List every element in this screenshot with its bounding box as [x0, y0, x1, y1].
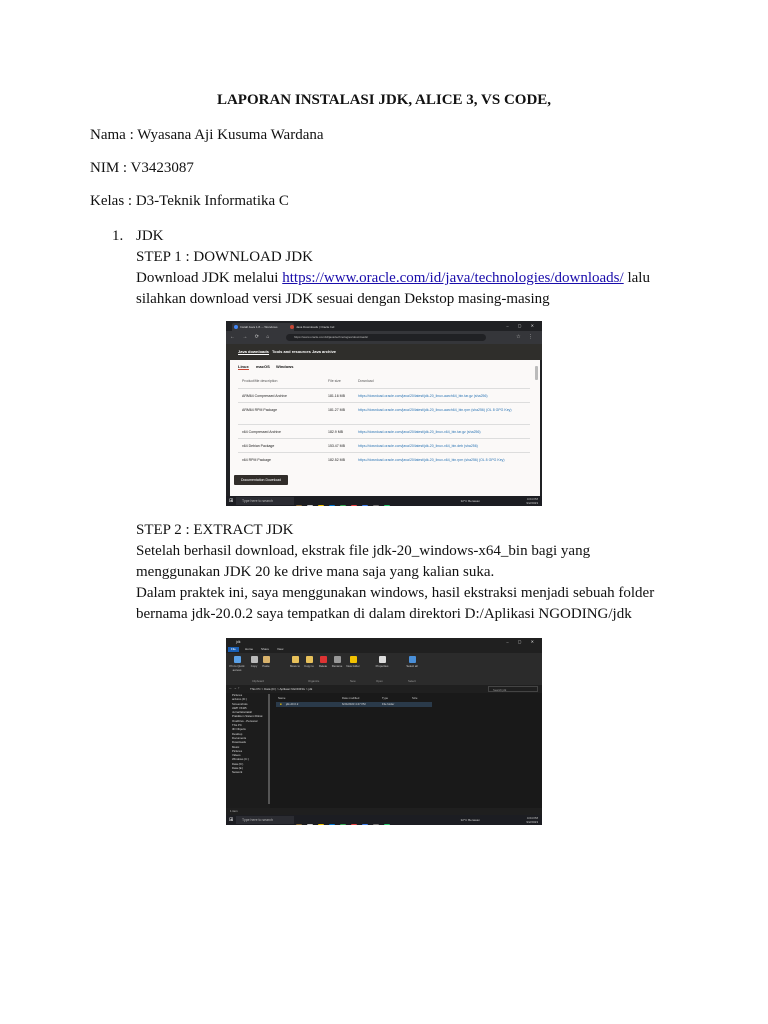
- system-clock[interactable]: [526, 497, 538, 505]
- nav-item[interactable]: Windows (C:): [232, 757, 249, 762]
- nav-item[interactable]: This PC: [232, 723, 242, 728]
- pin-icon: [234, 656, 241, 663]
- weather-widget[interactable]: 32°C Berawan: [460, 818, 480, 822]
- student-class: Kelas : D3-Teknik Informatika C: [90, 193, 289, 209]
- nav-item[interactable]: Data (E:): [232, 766, 244, 771]
- explorer-screenshot: [226, 638, 542, 825]
- nav-item[interactable]: Screenshots: [232, 701, 248, 706]
- taskbar: [226, 815, 542, 825]
- taskbar-apps: [296, 817, 395, 825]
- properties-button[interactable]: [374, 656, 390, 668]
- navigation-pane: [226, 693, 270, 808]
- row-desc: x64 Compressed Archive: [242, 430, 281, 434]
- nav-item[interactable]: Jurnal Ekstrakkl: [232, 710, 252, 715]
- taskbar-search[interactable]: Type here to search: [236, 816, 294, 824]
- step1-text: [136, 268, 676, 289]
- taskbar-app-icon[interactable]: [307, 505, 313, 506]
- rename-icon: [334, 656, 341, 663]
- scrollbar[interactable]: [268, 694, 270, 804]
- list-item[interactable]: [276, 702, 432, 707]
- tab-favicon-icon: [234, 325, 238, 329]
- ribbon-label: Pin to Quick access: [229, 664, 245, 672]
- section-heading: JDK: [136, 228, 164, 244]
- select-all-button[interactable]: [404, 656, 420, 668]
- clock-date: 9/2/2023: [526, 820, 538, 824]
- report-title: LAPORAN INSTALASI JDK, ALICE 3, VS CODE,: [216, 92, 552, 108]
- ribbon-label: Copy to: [304, 664, 314, 668]
- menu-java-downloads[interactable]: Java downloads: [238, 349, 269, 354]
- select-all-icon: [409, 656, 416, 663]
- step1-suffix: lalu: [623, 270, 650, 286]
- window-controls-icon[interactable]: – ▢ ✕: [506, 639, 538, 644]
- tab-label: Java Downloads | Oracle Ind: [296, 325, 335, 329]
- taskbar-app-icon[interactable]: [296, 824, 302, 825]
- col-header-download: Download: [358, 379, 374, 383]
- taskbar-app-icon[interactable]: [373, 505, 379, 506]
- tab-linux[interactable]: Linux: [238, 364, 249, 369]
- tab-share[interactable]: Share: [261, 647, 270, 651]
- tab-view[interactable]: View: [277, 647, 284, 651]
- nav-item[interactable]: Network: [232, 770, 243, 775]
- group-label: New: [350, 679, 356, 683]
- list-number: 1.: [112, 228, 124, 244]
- col-header-name[interactable]: Name: [278, 696, 286, 700]
- ribbon-label: Rename: [331, 664, 343, 668]
- row-download-link[interactable]: https://download.oracle.com/java/20/latest/jdk-20_linux-x64_bin.tar.gz (sha256): [358, 430, 481, 434]
- col-header-date[interactable]: Date modified: [342, 696, 360, 700]
- browser-tab[interactable]: [288, 323, 352, 331]
- section-jdk-step1: [136, 226, 676, 310]
- clock-time: 4:04 PM: [526, 816, 538, 820]
- downloads-panel: [230, 360, 540, 496]
- nav-item[interactable]: Praktikum Sistemi Dikrat: [232, 714, 263, 719]
- row-desc: x64 Debian Package: [242, 444, 275, 448]
- row-download-link[interactable]: https://download.oracle.com/java/20/latest/jdk-20_linux-x64_bin.rpm (sha256) (OL 8 GPG Key): [358, 458, 505, 462]
- window-controls-icon[interactable]: – ▢ ✕: [506, 323, 538, 328]
- chrome-icon[interactable]: [362, 824, 368, 825]
- folder-icon: ■: [280, 702, 282, 706]
- menu-java-archive[interactable]: Java archive: [312, 349, 337, 354]
- taskbar-app-icon[interactable]: [351, 505, 357, 506]
- folder-icon[interactable]: [318, 505, 324, 506]
- status-bar: 1 item: [226, 808, 542, 815]
- step1-prefix: Download JDK melalui: [136, 270, 283, 286]
- documentation-download-button[interactable]: Documentation Download: [234, 475, 288, 485]
- nav-item[interactable]: Videos: [232, 753, 241, 758]
- paste-button[interactable]: [260, 656, 272, 668]
- ribbon-label: New folder: [346, 664, 360, 668]
- oracle-subnav: [226, 344, 542, 360]
- scrollbar[interactable]: [535, 366, 538, 380]
- explorer-title: jdk: [226, 638, 542, 646]
- ribbon-label: Copy: [250, 664, 258, 668]
- taskbar: [226, 496, 542, 506]
- browser-actions-icon[interactable]: ☆ ⋮: [516, 334, 536, 340]
- file-date: 6/24/2023 4:47 PM: [342, 702, 366, 706]
- row-size: 181.27 MB: [328, 408, 345, 412]
- menu-tools-resources[interactable]: Tools and resources: [272, 349, 311, 354]
- row-download-link[interactable]: https://download.oracle.com/java/20/latest/jdk-20_linux-x64_bin.deb (sha256): [358, 444, 478, 448]
- nav-arrows-icon[interactable]: ← → ⟳ ⌂: [230, 334, 273, 340]
- col-header-type[interactable]: Type: [382, 696, 389, 700]
- step2-line4: bernama jdk-20.0.2 saya tempatkan di dalam direktori D:/Aplikasi NGODING/jdk: [136, 606, 632, 622]
- new-folder-button[interactable]: [346, 656, 360, 668]
- ribbon-label: Delete: [318, 664, 328, 668]
- file-type: File folder: [382, 702, 395, 706]
- row-size: 182.9 MB: [328, 430, 343, 434]
- folder-icon[interactable]: [318, 824, 324, 825]
- row-size: 153.47 MB: [328, 444, 345, 448]
- table-row: [238, 438, 530, 453]
- ribbon-label: Move to: [290, 664, 300, 668]
- group-label: Open: [376, 679, 383, 683]
- properties-icon: [379, 656, 386, 663]
- oracle-download-link[interactable]: https://www.oracle.com/id/java/technologies/downloads/: [282, 270, 624, 286]
- nav-item[interactable]: Music: [232, 744, 240, 749]
- move-icon: [292, 656, 299, 663]
- ribbon-label: Properties: [375, 664, 389, 668]
- taskbar-app-icon[interactable]: [351, 824, 357, 825]
- address-bar-row: [226, 331, 542, 344]
- taskbar-app-icon[interactable]: [329, 824, 335, 825]
- tab-favicon-icon: [290, 325, 294, 329]
- student-nim: NIM : V3423087: [90, 160, 194, 176]
- step1-text-line2: silahkan download versi JDK sesuai dengan Dekstop masing-masing: [136, 291, 550, 307]
- taskbar-app-icon[interactable]: [329, 505, 335, 506]
- address-row: [226, 685, 542, 693]
- step2-line1: Setelah berhasil download, ekstrak file jdk-20_windows-x64_bin bagi yang: [136, 543, 591, 559]
- nav-arrows-icon[interactable]: ← → ↑: [229, 686, 240, 690]
- col-header-size[interactable]: Size: [412, 696, 418, 700]
- chrome-icon[interactable]: [362, 505, 368, 506]
- nav-item[interactable]: arduino (D:): [232, 697, 247, 702]
- nav-item[interactable]: OneDrive - Personal: [232, 718, 258, 723]
- step2-line2: menggunakan JDK 20 ke drive mana saja yang kalian suka.: [136, 564, 495, 580]
- pin-quick-access-button[interactable]: [228, 656, 246, 672]
- weather-widget[interactable]: 32°C Berawan: [460, 499, 480, 503]
- taskbar-app-icon[interactable]: [340, 505, 346, 506]
- breadcrumb[interactable]: This PC > Data (D:) > Aplikasi NGODING > jdk: [250, 687, 313, 691]
- group-label: Clipboard: [252, 679, 264, 683]
- table-row: [238, 388, 530, 403]
- nav-item[interactable]: Desktop: [232, 731, 243, 736]
- nav-item[interactable]: Documents: [232, 735, 247, 740]
- windows-start-icon[interactable]: ⊞: [229, 498, 234, 504]
- tab-label: Install Java 1.8...- Wondows: [240, 325, 278, 329]
- tab-file[interactable]: File: [228, 647, 239, 652]
- clock-date: 9/2/2023: [526, 501, 538, 505]
- tab-windows[interactable]: Windows: [276, 364, 294, 369]
- copy-to-button[interactable]: [302, 656, 316, 668]
- tab-macos[interactable]: macOS: [256, 364, 270, 369]
- ribbon: [226, 653, 542, 686]
- row-desc: ARM64 Compressed Archive: [242, 394, 287, 398]
- search-input[interactable]: Search jdk: [488, 686, 538, 692]
- clock-time: 4:04 PM: [526, 497, 538, 501]
- taskbar-app-icon[interactable]: [296, 505, 302, 506]
- taskbar-app-icon[interactable]: [384, 505, 390, 506]
- tab-home[interactable]: Home: [245, 647, 254, 651]
- delete-button[interactable]: [316, 656, 330, 668]
- taskbar-app-icon[interactable]: [384, 824, 390, 825]
- file-list: [272, 693, 542, 808]
- step2-title: STEP 2 : EXTRACT JDK: [136, 522, 294, 538]
- rename-button[interactable]: [330, 656, 344, 668]
- nav-item[interactable]: 3D Objects: [232, 727, 246, 732]
- taskbar-apps: [296, 498, 395, 506]
- ribbon-tabs: [226, 646, 542, 653]
- table-row: [238, 452, 530, 467]
- row-size: 182.52 MB: [328, 458, 345, 462]
- browser-screenshot: [226, 321, 542, 506]
- row-desc: ARM64 RPM Package: [242, 408, 278, 412]
- row-download-link[interactable]: https://download.oracle.com/java/20/latest/jdk-20_linux-aarch64_bin.rpm (sha256) (OL 8 GPG Key): [358, 408, 512, 412]
- taskbar-search[interactable]: Type here to search: [236, 497, 294, 505]
- nav-item[interactable]: AWP VKI25: [232, 705, 247, 710]
- nav-item[interactable]: Pictures: [232, 748, 243, 753]
- windows-start-icon[interactable]: ⊞: [229, 817, 234, 823]
- nav-item[interactable]: Downloads: [232, 740, 246, 745]
- row-desc: x64 RPM Package: [242, 458, 271, 462]
- copy-to-icon: [306, 656, 313, 663]
- group-label: Organize: [308, 679, 320, 683]
- ribbon-label: Paste: [262, 664, 270, 668]
- address-bar[interactable]: https://www.oracle.com/id/java/technologies/downloads/: [286, 334, 486, 341]
- group-label: Select: [408, 679, 416, 683]
- new-folder-icon: [350, 656, 357, 663]
- section-jdk-step2: [136, 520, 676, 625]
- nav-item[interactable]: Data (D:): [232, 761, 244, 766]
- student-name: Nama : Wyasana Aji Kusuma Wardana: [90, 127, 324, 143]
- table-row: [238, 402, 530, 425]
- col-header-size: File size: [328, 379, 341, 383]
- file-name: jdk-20.0.2: [286, 702, 299, 706]
- browser-tab[interactable]: [232, 323, 294, 331]
- copy-icon: [251, 656, 258, 663]
- paste-icon: [263, 656, 270, 663]
- browser-tab-strip: [226, 321, 542, 331]
- row-download-link[interactable]: https://download.oracle.com/java/20/latest/jdk-20_linux-aarch64_bin.tar.gz (sha256): [358, 394, 488, 398]
- table-row: [238, 424, 530, 439]
- step1-title: STEP 1 : DOWNLOAD JDK: [136, 249, 313, 265]
- nav-item[interactable]: Pictures: [232, 693, 243, 697]
- move-to-button[interactable]: [288, 656, 302, 668]
- copy-button[interactable]: [248, 656, 260, 668]
- row-size: 181.16 MB: [328, 394, 345, 398]
- taskbar-app-icon[interactable]: [307, 824, 313, 825]
- taskbar-app-icon[interactable]: [373, 824, 379, 825]
- ribbon-label: Select all: [406, 664, 418, 668]
- step2-line3: Dalam praktek ini, saya menggunakan windows, hasil ekstraksi menjadi sebuah folder: [136, 585, 655, 601]
- delete-icon: [320, 656, 327, 663]
- system-clock[interactable]: [526, 816, 538, 824]
- taskbar-app-icon[interactable]: [340, 824, 346, 825]
- col-header-description: Product/file description: [242, 379, 278, 383]
